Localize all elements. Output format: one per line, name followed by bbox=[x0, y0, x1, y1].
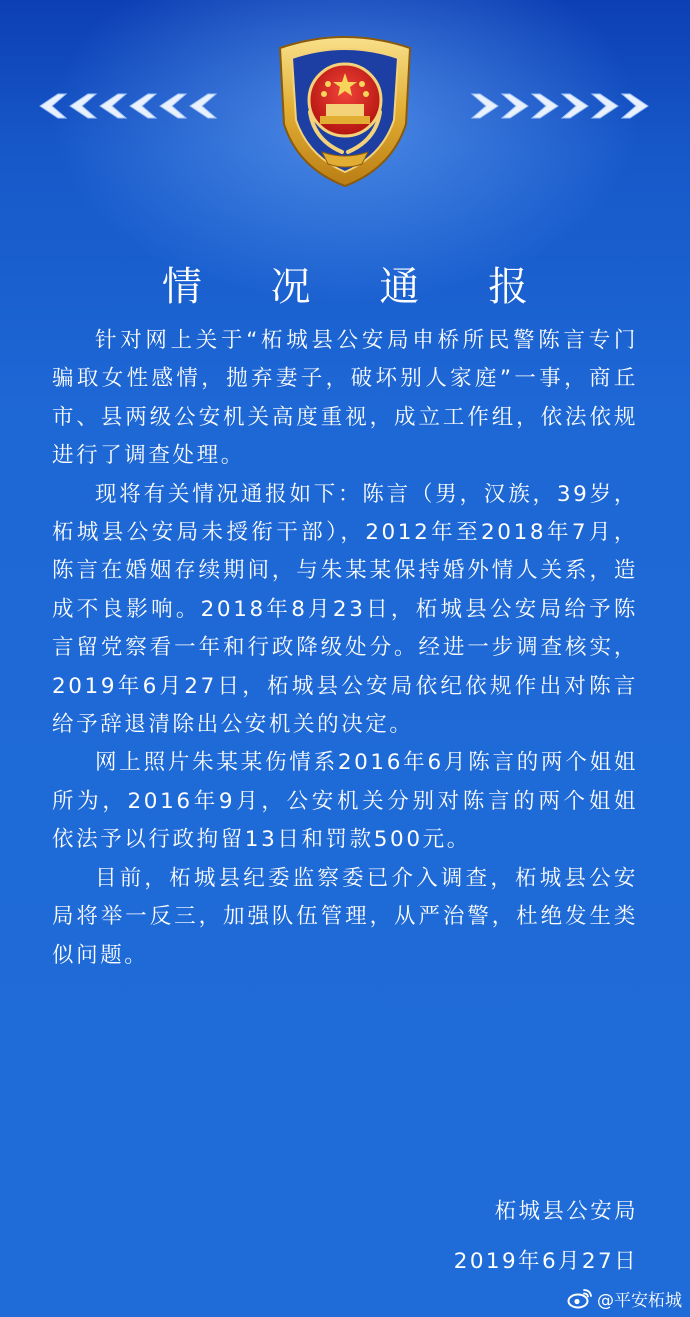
signature-block bbox=[454, 1187, 638, 1287]
header-band bbox=[0, 0, 690, 225]
issue-date: 2019年6月27日 bbox=[453, 1249, 638, 1274]
issuer-name: 柘城县公安局 bbox=[494, 1199, 638, 1224]
chevron-wings-right-icon bbox=[452, 88, 652, 124]
notice-paragraph-3: 网上照片朱某某伤情系2016年6月陈言的两个姐姐所为，2016年9月，公安机关分别对陈言的两个姐姐依法予以行政拘留13日和罚款500元。 bbox=[52, 750, 638, 853]
notice-paragraph-2: 现将有关情况通报如下：陈言（男，汉族，39岁，柘城县公安局未授衔干部），2012年至2018年7月，陈言在婚姻存续期间，与朱某某保持婚外情人关系，造成不良影响。2018年8月23日，柘城县公安局给予陈言留党察看一年和行政降级处分。经进一步调查核实，2019年6月27日，柘城县公安局依纪依规作出对陈言给予辞退清除出公安机关的决定。 bbox=[52, 481, 638, 738]
chevron-wings-left-icon bbox=[36, 88, 236, 124]
police-emblem-icon bbox=[262, 28, 428, 190]
watermark-text: @平安柘城 bbox=[597, 1290, 682, 1311]
notice-paragraph-4: 目前，柘城县纪委监察委已介入调查，柘城县公安局将举一反三，加强队伍管理，从严治警，杜绝发生类似问题。 bbox=[52, 865, 638, 968]
notice-paragraph-1: 针对网上关于“柘城县公安局申桥所民警陈言专门骗取女性感情，抛弃妻子，破坏别人家庭”一事，商丘市、县两级公安机关高度重视，成立工作组，依法依规进行了调查处理。 bbox=[52, 328, 638, 469]
notice-title: 情 况 通 报 bbox=[161, 263, 557, 310]
weibo-watermark bbox=[567, 1284, 682, 1312]
notice-body bbox=[52, 322, 638, 975]
weibo-icon bbox=[567, 1287, 593, 1309]
